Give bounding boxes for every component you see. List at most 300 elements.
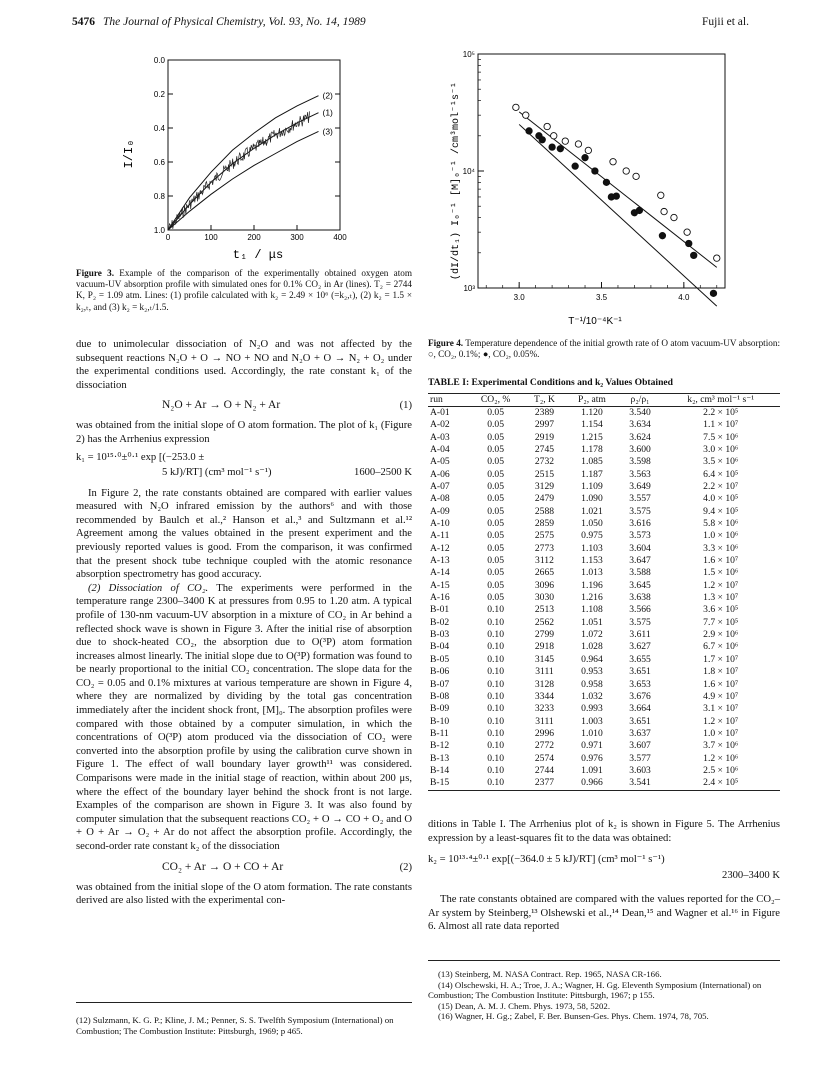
table-1-cell: 1.0 × 10⁷: [703, 727, 739, 739]
table-1-cell: 1.5 × 10⁶: [703, 567, 739, 579]
table-1-cell: 3.651: [629, 666, 651, 678]
table-1-cell: 0.05: [487, 493, 505, 505]
table-1-cell: B-05: [430, 653, 450, 665]
table-1-cell: 0.05: [487, 431, 505, 443]
table-1-cell: 1.120: [581, 406, 603, 418]
reference-entry: (15) Dean, A. M. J. Chem. Phys. 1973, 58, 5202.: [438, 1000, 611, 1011]
table-1-cell: 0.10: [487, 764, 505, 776]
table-1-row: [428, 444, 780, 456]
table-1-cell: 2918: [534, 641, 555, 653]
table-1-cell: 1.0 × 10⁶: [703, 530, 739, 542]
figure-4-point-co2-0.1: [623, 168, 629, 174]
figure-4-point-co2-0.1: [658, 192, 664, 198]
table-1-cell: 1.3 × 10⁷: [703, 592, 739, 604]
table-1-cell: 3.645: [629, 579, 651, 591]
table-1-cell: 0.964: [581, 653, 603, 665]
table-1-header-cell: P₂, atm: [565, 393, 618, 406]
table-1-cell: 3.3 × 10⁶: [703, 542, 739, 554]
table-1-row: [428, 493, 780, 505]
figure-3-x-tick-label: 300: [290, 233, 304, 242]
figure-3-x-tick-label: 100: [204, 233, 218, 242]
table-1-cell: 0.05: [487, 468, 505, 480]
table-1-cell: 1.187: [581, 468, 603, 480]
figure-4-y-tick-label: 10³: [463, 284, 475, 293]
table-1-row: [428, 716, 780, 728]
table-1-row: [428, 753, 780, 765]
table-1-row: [428, 592, 780, 604]
table-1-cell: 2773: [534, 542, 555, 554]
table-1-cell: 3.651: [629, 715, 651, 727]
table-1-cell: B-13: [430, 752, 450, 764]
table-1-cell: 2479: [534, 493, 555, 505]
figure-4-point-co2-0.1: [633, 173, 639, 179]
table-1-cell: A-08: [430, 493, 450, 505]
table-1-cell: 3.624: [629, 431, 651, 443]
table-1-cell: 6.4 × 10⁵: [703, 468, 739, 480]
table-1-cell: 3.604: [629, 542, 651, 554]
table-1-row: [428, 666, 780, 678]
paragraph: (2) Dissociation of CO₂. The experiments were performed in the temperature range 2300–3400 K at pressures from 0.95 to 1.20 atm. A typical profile of 130-nm vacuum-UV absorption in a mixture of CO₂ in Ar behind a reflected shock wave is shown in Figure 3. After the initial rise of absorption due to shock-heated CO₂, the absorption due to O(³P) atom formation increases almost linearly. The initial slope due to O(³P) formation was found to be nearly proportional to the initial CO₂ concentration. The slope data for the CO₂ = 0.05 and 0.1% mixtures at various temperature are shown in Figure 4, where they are normalized by dividing by the total gas concentration immediately after the incident shock front, [M]₀. The absorption profiles were compared with those obtained by a computer simulation, in which the concentrations of O(³P) atom produced via the dissociation of CO₂ were converted into the absorption profile by using the calibration curve shown in Figure 1. The effect of wall boundary layer growth¹¹ was considered. Comparisons were made in the initial stage of reaction, within about 200 μs, where the effect of the boundary layer behind the shock front is not large. Examples of the comparison are shown in Figure 3. It was also found by computer simulation that the subsequent reactions CO₂ + O → CO + O₂ and O + O + Ar → O₂ + Ar do not affect the absorption profile. Accordingly, the second-order rate constant k₂ of the dissociation: [76, 582, 412, 852]
table-1-cell: 3.653: [629, 678, 651, 690]
arrhenius-expression-1: k₁ = 10¹⁵·⁰±⁰·¹ exp [(−253.0 ± 5 kJ)/RT] (cm³ mol⁻¹ s⁻¹) 1600–2500 K: [76, 451, 412, 478]
table-1-cell: 3128: [534, 678, 555, 690]
table-1-header-cell: ρ₂/ρ₁: [619, 393, 662, 406]
figure-4-x-tick-label: 3.0: [513, 293, 525, 302]
table-1-cell: 1.6 × 10⁷: [703, 555, 739, 567]
paragraph: was obtained from the initial slope of O atom formation. The plot of k₁ (Figure 2) has the Arrhenius expression: [76, 420, 412, 445]
table-1-cell: 1.003: [581, 715, 603, 727]
table-1-cell: 0.953: [581, 666, 603, 678]
table-1-cell: B-09: [430, 703, 450, 715]
table-1-cell: 5.8 × 10⁶: [703, 518, 739, 530]
table-1-cell: 1.090: [581, 493, 603, 505]
table-1-cell: 0.05: [487, 481, 505, 492]
table-1-cell: 0.958: [581, 678, 603, 690]
figure-4-point-co2-0.05: [572, 163, 578, 169]
table-1-header-cell: CO₂, %: [468, 393, 524, 406]
table-1-cell: B-02: [430, 616, 450, 628]
table-1-cell: 0.05: [487, 567, 505, 579]
table-1-cell: 1.2 × 10⁶: [703, 752, 739, 764]
table-1-cell: 2665: [534, 567, 555, 579]
table-1-cell: 0.05: [487, 406, 505, 418]
figure-4-point-co2-0.05: [539, 137, 545, 143]
table-1-cell: 1.7 × 10⁷: [703, 653, 739, 665]
table-1-cell: 1.1 × 10⁷: [703, 419, 739, 431]
table-1-cell: 3.638: [629, 592, 651, 604]
table-1-cell: 0.10: [487, 752, 505, 764]
figure-4-point-co2-0.1: [684, 229, 690, 235]
table-1-row: [428, 617, 780, 629]
table-1-cell: 1.010: [581, 727, 603, 739]
table-1-row: [428, 567, 780, 579]
journal-citation: The Journal of Physical Chemistry, Vol. 93, No. 14, 1989: [103, 16, 366, 28]
table-1-cell: A-10: [430, 518, 450, 530]
table-1-cell: 3.557: [629, 493, 651, 505]
figure-4-plot: [440, 46, 730, 326]
table-1-cell: 2.2 × 10⁵: [703, 406, 739, 418]
paragraph: due to unimolecular dissociation of N₂O and was not affected by the subsequent reactions N₂O + O → NO + NO and N₂O + O → N₂ + O₂ under the experimental conditions used. Accordingly, the rate constant k₁ of the dissociation: [76, 339, 412, 391]
figure-3-x-tick-label: 0: [165, 233, 171, 242]
table-1-cell: 2562: [534, 616, 555, 628]
table-1-cell: A-04: [430, 443, 450, 455]
table-1-cell: 3030: [534, 592, 555, 604]
figure-4-point-co2-0.05: [659, 232, 665, 238]
table-1-cell: 3129: [534, 481, 555, 492]
table-1-cell: 3.603: [629, 764, 651, 776]
table-1-cell: 1.108: [581, 604, 603, 616]
table-1-cell: B-12: [430, 740, 450, 752]
table-1-cell: 0.05: [487, 456, 505, 468]
table-1-cell: A-02: [430, 419, 450, 431]
figure-4-point-co2-0.05: [603, 179, 609, 185]
table-1-cell: 3096: [534, 579, 555, 591]
table-1-cell: 0.10: [487, 715, 505, 727]
table-1-cell: 0.10: [487, 703, 505, 715]
table-1-row: [428, 703, 780, 715]
table-1-cell: A-12: [430, 542, 450, 554]
figure-4-point-co2-0.1: [714, 255, 720, 261]
figure-3-frame: [168, 60, 340, 230]
table-1-cell: 1.215: [581, 431, 603, 443]
table-1-cell: 1.085: [581, 456, 603, 468]
table-1-cell: 3112: [535, 555, 554, 567]
table-1-cell: 3.616: [629, 518, 651, 530]
figure-4-point-co2-0.1: [523, 112, 529, 118]
footnote-12: (12) Sulzmann, K. G. P.; Kline, J. M.; Penner, S. S. Twelfth Symposium (International) on Combustion; The Combustion Institute: Pittsburgh, 1969; p 465.: [76, 1002, 412, 1036]
table-1-cell: 2574: [534, 752, 555, 764]
figure-4-point-co2-0.1: [661, 208, 667, 214]
table-1-cell: 0.05: [487, 555, 505, 567]
table-1-cell: 0.05: [487, 419, 505, 431]
figure-4-point-co2-0.05: [549, 144, 555, 150]
figure-4-x-axis-label: T⁻¹/10⁻⁴K⁻¹: [568, 316, 622, 326]
figure-3-y-tick-label: 0.6: [153, 158, 165, 167]
table-1-cell: 2919: [534, 431, 555, 443]
table-1-row: [428, 506, 780, 518]
figure-4-point-co2-0.05: [710, 290, 716, 296]
table-1-cell: 0.10: [487, 690, 505, 702]
table-1-cell: 1.051: [581, 616, 603, 628]
table-1-cell: A-15: [430, 579, 450, 591]
figure-3-x-axis-label: t₁ / μs: [232, 248, 284, 262]
left-column-text: [76, 338, 412, 908]
table-1-cell: 3.575: [629, 616, 651, 628]
table-1-cell: 1.2 × 10⁷: [703, 579, 739, 591]
table-1-cell: 3.563: [629, 468, 651, 480]
table-1-cell: 3.577: [629, 752, 651, 764]
figure-4-point-co2-0.1: [513, 104, 519, 110]
table-1-row: [428, 740, 780, 752]
table-1-cell: 1.021: [581, 505, 603, 517]
table-1-cell: 1.109: [581, 481, 603, 492]
table-1-row: [428, 481, 780, 493]
table-1-cell: 0.05: [487, 542, 505, 554]
table-1-cell: A-13: [430, 555, 450, 567]
equation-2: CO₂ + Ar → O + CO + Ar (2): [162, 860, 412, 873]
figure-3-y-axis-label: I/I₀: [122, 139, 136, 169]
table-1-row: [428, 580, 780, 592]
figure-4-point-co2-0.05: [526, 128, 532, 134]
table-1-cell: 0.993: [581, 703, 603, 715]
table-1-cell: A-05: [430, 456, 450, 468]
table-1-row: [428, 654, 780, 666]
figure-4-x-tick-label: 4.0: [678, 293, 690, 302]
table-1-cell: 2997: [534, 419, 555, 431]
table-1-cell: 4.0 × 10⁵: [703, 493, 739, 505]
table-1-cell: 3233: [534, 703, 555, 715]
table-1-cell: A-01: [430, 406, 450, 418]
figure-3-curve-label: (3): [322, 126, 333, 137]
figure-4-caption: Figure 4. Temperature dependence of the initial growth rate of O atom vacuum-UV absorption: ○, CO₂, 0.1%; ●, CO₂, 0.05%.: [428, 338, 781, 360]
table-1-cell: A-09: [430, 505, 450, 517]
table-1-cell: B-01: [430, 604, 450, 616]
table-1-cell: 3.7 × 10⁶: [703, 740, 739, 752]
table-1-cell: 3.627: [629, 641, 651, 653]
table-1-row: [428, 518, 780, 530]
table-1-cell: 0.05: [487, 505, 505, 517]
figure-4-point-co2-0.05: [613, 193, 619, 199]
figure-4-point-co2-0.05: [691, 252, 697, 258]
figure-4-frame: [478, 54, 725, 288]
table-1-cell: 1.6 × 10⁷: [703, 678, 739, 690]
figure-4-point-co2-0.05: [592, 168, 598, 174]
figure-3-curve-label: (2): [322, 90, 333, 101]
table-1-cell: 3344: [534, 690, 555, 702]
table-1-cell: 1.216: [581, 592, 603, 604]
footnotes-13-16: [428, 960, 780, 1022]
table-1-row: [428, 728, 780, 740]
table-1-cell: 3.607: [629, 740, 651, 752]
table-1-cell: 0.966: [565, 777, 618, 790]
table-1-cell: B-10: [430, 715, 450, 727]
table-1-cell: 1.178: [581, 443, 603, 455]
table-1-cell: 3.664: [629, 703, 651, 715]
table-1-grid: [428, 393, 780, 791]
arrhenius-expression-2: k₂ = 10¹³·⁴±⁰·¹ exp[(−364.0 ± 5 kJ)/RT] (cm³ mol⁻¹ s⁻¹) 2300–3400 K: [428, 854, 780, 882]
table-1-cell: 3.6 × 10⁵: [703, 604, 739, 616]
figure-4-point-co2-0.1: [544, 123, 550, 129]
table-1-cell: 1.032: [581, 690, 603, 702]
figure-4-y-tick-label: 10⁴: [462, 167, 475, 176]
table-1-cell: 0.10: [487, 653, 505, 665]
figure-3-caption: Figure 3. Example of the comparison of the experimentally obtained oxygen atom vacuum-UV absorption profile with simulated ones for 0.1% CO₂ in Ar (lines). T₂ = 2744 K, P₂ = 1.09 atm. Lines: (1) profile calculated with k₂ = 2.49 × 10⁶ (=k₂,ₜ), (2) k₂ = 1.5 × k₂,ₜ, and (3) k₂ = k₂,ₜ/1.5.: [76, 268, 413, 312]
table-1-cell: B-04: [430, 641, 450, 653]
table-1-cell: 3.611: [629, 629, 651, 641]
table-1-row: [428, 604, 780, 616]
table-1-cell: 3.575: [629, 505, 651, 517]
table-1-cell: B-15: [428, 777, 468, 790]
figure-3-y-tick-label: 0.8: [153, 192, 165, 201]
table-1-cell: 7.7 × 10⁵: [703, 616, 739, 628]
table-1-cell: 0.10: [468, 777, 524, 790]
table-1-cell: 7.5 × 10⁶: [703, 431, 739, 443]
table-1-cell: 0.10: [487, 678, 505, 690]
table-1-cell: 0.971: [581, 740, 603, 752]
figure-4-y-axis-label: (dI/dt₁) I₀⁻¹ [M]₀⁻¹ /cm³mol⁻¹s⁻¹: [451, 81, 462, 281]
table-1-cell: B-14: [430, 764, 450, 776]
table-1-cell: 0.05: [487, 443, 505, 455]
table-1-cell: A-11: [430, 530, 450, 542]
table-1-cell: 3.647: [629, 555, 651, 567]
paragraph: The rate constants obtained are compared with the values reported for the CO₂–Ar system by Steinberg,¹³ Olshewski et al.,¹⁴ Dean,¹⁵ and Wagner et al.¹⁶ in Figure 6. Almost all rate data reported: [428, 894, 780, 933]
table-1-cell: 0.975: [581, 530, 603, 542]
table-1-cell: 4.9 × 10⁷: [703, 690, 739, 702]
table-1-cell: 3111: [535, 666, 554, 678]
table-1-cell: 3.573: [629, 530, 651, 542]
table-1-cell: B-07: [430, 678, 450, 690]
figure-4-point-co2-0.05: [582, 154, 588, 160]
table-1-cell: 3.655: [629, 653, 651, 665]
table-1-cell: 2.5 × 10⁶: [703, 764, 739, 776]
table-1-cell: 3.1 × 10⁷: [703, 703, 739, 715]
table-1-row: [428, 555, 780, 567]
figure-4-point-co2-0.1: [671, 214, 677, 220]
table-1-cell: 3.566: [629, 604, 651, 616]
table-1-title: TABLE I: Experimental Conditions and k₂ Values Obtained: [428, 377, 674, 388]
table-1-row: [428, 691, 780, 703]
figure-4-y-tick-label: 10⁵: [462, 50, 475, 59]
table-1-cell: 3.600: [629, 443, 651, 455]
table-1-cell: 2.2 × 10⁷: [703, 481, 739, 492]
figure-4-fit-line: [519, 124, 717, 306]
figure-4-point-co2-0.05: [557, 146, 563, 152]
table-1-row: [428, 469, 780, 481]
table-1-cell: 0.10: [487, 666, 505, 678]
table-1-cell: 3.637: [629, 727, 651, 739]
table-1-cell: A-14: [430, 567, 450, 579]
table-1-cell: 9.4 × 10⁵: [703, 505, 739, 517]
table-1-cell: 2.9 × 10⁶: [703, 629, 739, 641]
reference-entry: (13) Steinberg, M. NASA Contract. Rep. 1965, NASA CR-166.: [438, 969, 662, 979]
table-1-cell: 0.976: [581, 752, 603, 764]
table-1-cell: 1.050: [581, 518, 603, 530]
equation-1: N₂O + Ar → O + N₂ + Ar (1): [162, 399, 412, 412]
page-number: 5476: [72, 16, 95, 28]
table-1-cell: 3.541: [619, 777, 662, 790]
table-1-cell: 2799: [534, 629, 555, 641]
table-1-cell: 1.013: [581, 567, 603, 579]
table-1-cell: 0.05: [487, 592, 505, 604]
table-1-cell: 3.5 × 10⁶: [703, 456, 739, 468]
table-1-cell: 1.8 × 10⁷: [703, 666, 739, 678]
figure-3-simulated-line: [168, 131, 319, 230]
table-1-cell: 3.598: [629, 456, 651, 468]
table-1-cell: 3145: [534, 653, 555, 665]
figure-4-point-co2-0.05: [686, 240, 692, 246]
table-1-cell: A-16: [430, 592, 450, 604]
table-1-cell: 0.10: [487, 629, 505, 641]
figure-3-x-tick-label: 400: [333, 233, 347, 242]
table-1-cell: 1.072: [581, 629, 603, 641]
table-1-cell: A-06: [430, 468, 450, 480]
reference-entry: (16) Wagner, H. Gg.; Zabel, F. Ber. Bunsen-Ges. Phys. Chem. 1974, 78, 705.: [438, 1011, 709, 1022]
table-1-cell: 2996: [534, 727, 555, 739]
table-1-cell: 0.10: [487, 616, 505, 628]
table-1-cell: 2588: [534, 505, 555, 517]
paragraph: ditions in Table I. The Arrhenius plot of k₂ is shown in Figure 5. The Arrhenius expression by a least-squares fit to the data was obtained:: [428, 819, 780, 844]
table-1-cell: 2515: [534, 468, 555, 480]
table-1: [428, 376, 780, 791]
table-1-row: [428, 679, 780, 691]
table-1-header-cell: run: [428, 393, 468, 406]
table-1-header-cell: k₂, cm³ mol⁻¹ s⁻¹: [661, 393, 780, 406]
table-1-cell: 2575: [534, 530, 555, 542]
table-1-cell: 0.05: [487, 518, 505, 530]
reference-entry: (14) Olschewski, H. A.; Troe, J. A.; Wagner, H. Gg. Eleventh Symposium (International) on Combustion; The Combustion Institute: Pittsburgh, 1967; p 155.: [428, 979, 762, 1001]
figure-4-point-co2-0.05: [636, 207, 642, 213]
table-1-cell: 2744: [534, 764, 555, 776]
table-1-cell: 0.10: [487, 740, 505, 752]
table-1-cell: 6.7 × 10⁶: [703, 641, 739, 653]
table-1-row: [428, 543, 780, 555]
header-authors: Fujii et al.: [702, 16, 749, 28]
paragraph: was obtained from the initial slope of the O atom formation. The rate constants derived are also listed with the experimental con-: [76, 881, 412, 907]
table-1-cell: A-03: [430, 431, 450, 443]
table-1-cell: 1.2 × 10⁷: [703, 715, 739, 727]
table-1-cell: 2732: [534, 456, 555, 468]
table-1-cell: B-06: [430, 666, 450, 678]
table-1-cell: 2377: [524, 777, 566, 790]
table-1-cell: 0.10: [487, 641, 505, 653]
figure-3-y-tick-label: 0.0: [153, 56, 165, 65]
table-1-row: [428, 530, 780, 542]
figure-3-y-tick-label: 0.2: [153, 90, 165, 99]
table-1-cell: 2772: [534, 740, 555, 752]
table-1-row: [428, 456, 780, 468]
table-1-row: [428, 641, 780, 653]
table-1-cell: 1.196: [581, 579, 603, 591]
figure-3-y-tick-label: 1.0: [153, 226, 165, 235]
table-1-cell: 3.649: [629, 481, 651, 492]
table-1-cell: A-07: [430, 481, 450, 492]
figure-4-x-tick-label: 3.5: [595, 293, 608, 302]
table-1-row: [428, 765, 780, 777]
figure-4-point-co2-0.1: [562, 138, 568, 144]
table-1-cell: 2745: [534, 443, 555, 455]
table-1-cell: 2513: [534, 604, 555, 616]
figure-3-curve-label: (1): [322, 107, 333, 118]
figure-3-plot: [110, 50, 350, 265]
table-1-row: [428, 432, 780, 444]
figure-3-y-tick-label: 0.4: [153, 124, 165, 133]
table-1-cell: 2859: [534, 518, 555, 530]
table-1-row: [428, 777, 780, 790]
table-1-cell: 3.540: [629, 406, 651, 418]
table-1-cell: 0.05: [487, 530, 505, 542]
table-1-cell: 3.634: [629, 419, 651, 431]
table-1-cell: 2389: [534, 406, 555, 418]
table-1-cell: 1.028: [581, 641, 603, 653]
table-1-cell: 1.153: [581, 555, 603, 567]
table-1-cell: B-08: [430, 690, 450, 702]
figure-4-point-co2-0.1: [575, 141, 581, 147]
table-1-cell: 1.154: [581, 419, 603, 431]
table-1-cell: 0.10: [487, 727, 505, 739]
table-1-row: [428, 406, 780, 419]
table-1-cell: 3.676: [629, 690, 651, 702]
table-1-cell: B-11: [430, 727, 449, 739]
table-1-cell: 0.05: [487, 579, 505, 591]
table-1-row: [428, 629, 780, 641]
table-1-header-cell: T₂, K: [524, 393, 566, 406]
table-1-cell: 0.10: [487, 604, 505, 616]
table-1-cell: 2.4 × 10⁵: [661, 777, 780, 790]
table-1-cell: B-03: [430, 629, 450, 641]
figure-4-point-co2-0.1: [585, 147, 591, 153]
figure-3-x-tick-label: 200: [247, 233, 261, 242]
table-1-cell: 1.103: [581, 542, 603, 554]
